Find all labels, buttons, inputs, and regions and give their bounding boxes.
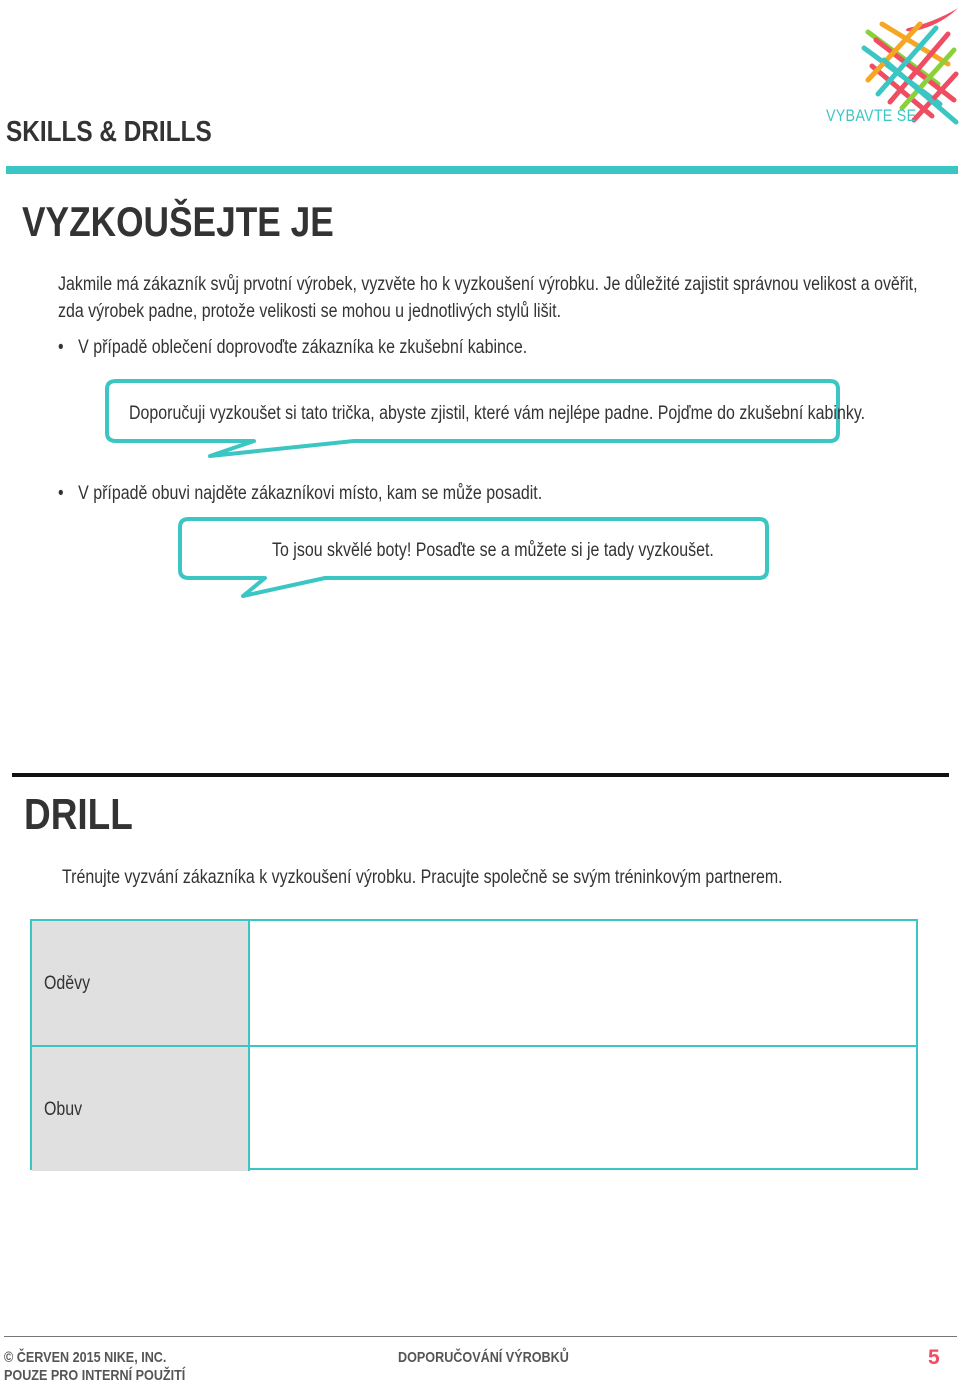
drill-intro: Trénujte vyzvání zákazníka k vyzkoušení výrobku. Pracujte společně se svým tréninkovým partnerem. — [62, 867, 783, 888]
drill-row-label: Oděvy — [44, 973, 91, 994]
section-title: VYZKOUŠEJTE JE — [22, 198, 334, 245]
drill-row-clothing — [32, 921, 916, 1047]
footer-copyright: © ČERVEN 2015 NIKE, INC. POUZE PRO INTERNÍ POUŽITÍ — [4, 1349, 186, 1384]
drill-practice-table — [30, 919, 918, 1170]
bullet-glyph: • — [58, 337, 64, 358]
bullet-footwear — [58, 483, 634, 505]
drill-row-footwear — [32, 1047, 916, 1171]
drill-row-label: Obuv — [44, 1099, 83, 1120]
drill-row-label-cell — [32, 1047, 250, 1171]
speech-bubble-footwear-text: To jsou skvělé boty! Posaďte se a můžete si je tady vyzkoušet. — [272, 540, 714, 561]
bullet-clothing-text: V případě oblečení doprovoďte zákazníka ke zkušební kabince. — [78, 337, 528, 358]
drill-answer-field-footwear[interactable] — [252, 1047, 916, 1171]
page-number: 5 — [928, 1346, 940, 1369]
header-accent-bar — [6, 166, 958, 174]
footer-divider — [4, 1336, 957, 1337]
intro-paragraph-line-2: zda výrobek padne, protože velikosti se mohou u jednotlivých stylů lišit. — [58, 301, 562, 322]
page-header-title: SKILLS & DRILLS — [6, 116, 212, 148]
speech-bubble-clothing-text: Doporučuji vyzkoušet si tato trička, abyste zjistil, které vám nejlépe padne. Pojďme do zkušební kabinky. — [129, 403, 866, 424]
bullet-clothing — [58, 337, 617, 359]
footer-internal-notice: POUZE PRO INTERNÍ POUŽITÍ — [4, 1367, 186, 1384]
drill-divider — [12, 773, 949, 777]
intro-paragraph-line-1: Jakmile má zákazník svůj prvotní výrobek, vyzvěte ho k vyzkoušení výrobku. Je důležité zajistit správnou velikost a ověřit, — [58, 274, 918, 295]
drill-title: DRILL — [24, 790, 133, 839]
logo-caption: VYBAVTE SE — [826, 106, 917, 125]
drill-answer-field-clothing[interactable] — [252, 921, 916, 1045]
drill-row-label-cell — [32, 921, 250, 1045]
bullet-glyph: • — [58, 483, 64, 504]
footer-center-title: DOPORUČOVÁNÍ VÝROBKŮ — [398, 1349, 569, 1366]
bullet-footwear-text: V případě obuvi najděte zákazníkovi místo, kam se může posadit. — [78, 483, 543, 504]
